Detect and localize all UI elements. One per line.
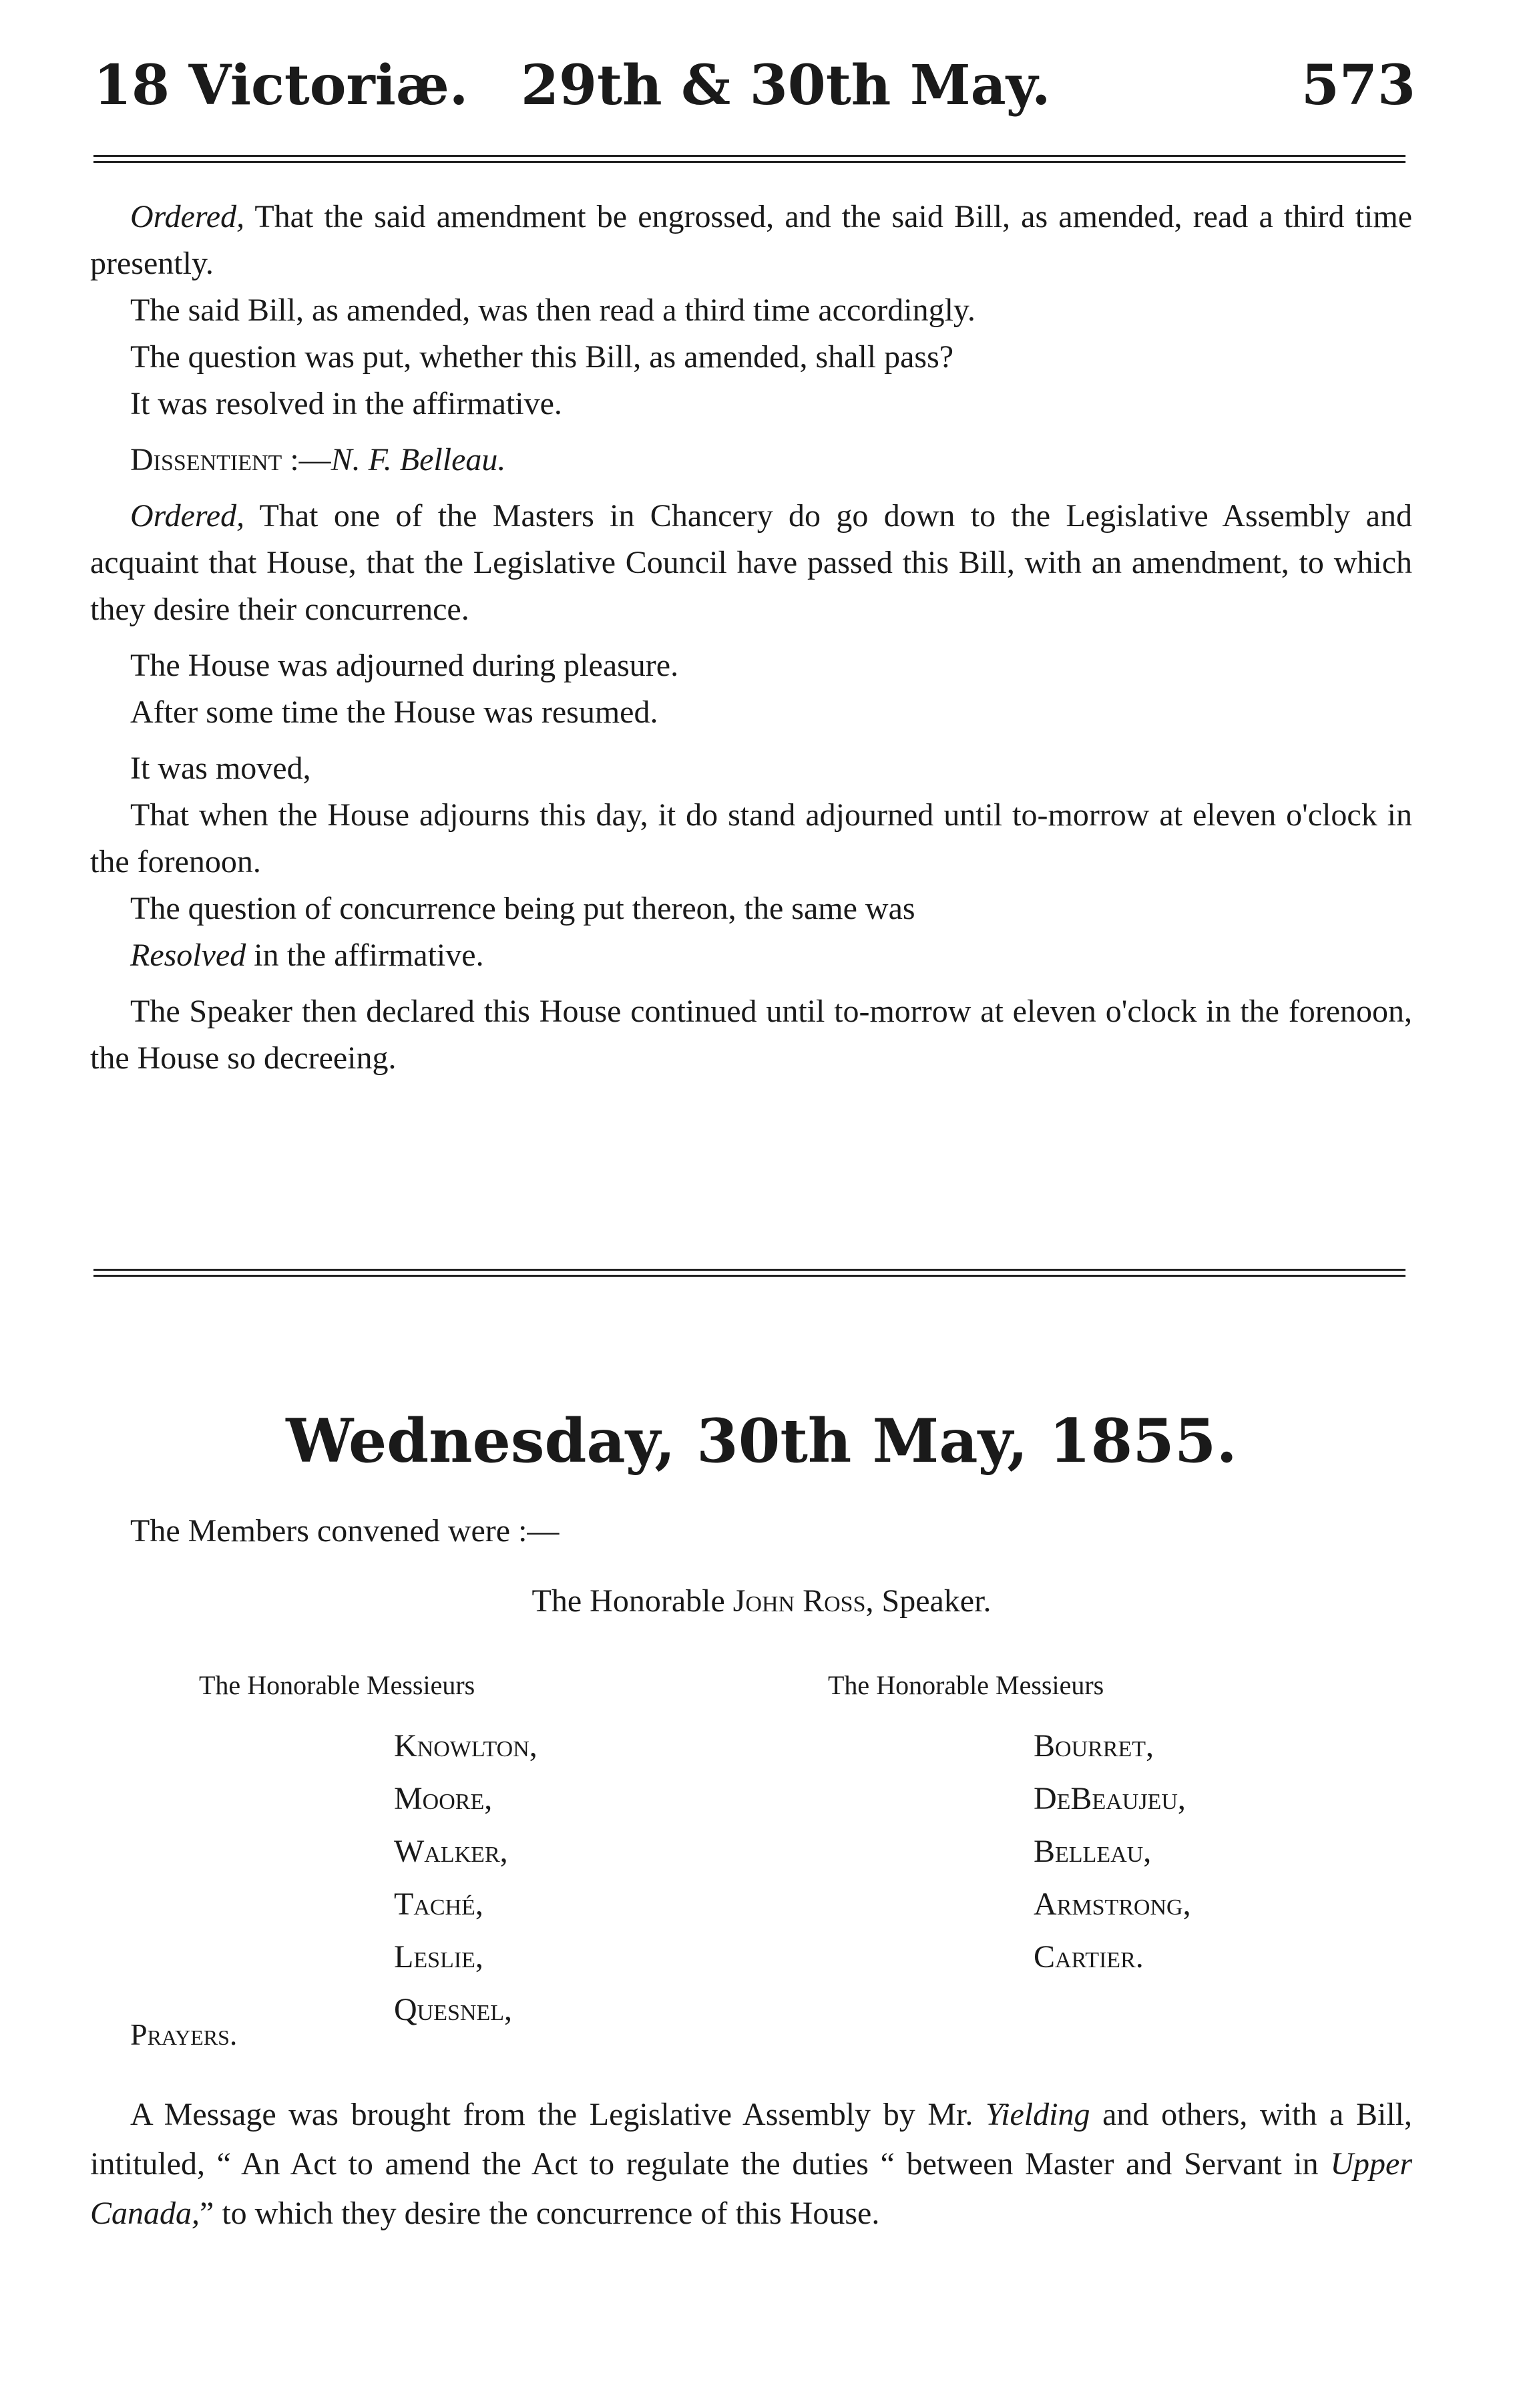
members-list-right — [1034, 1720, 1191, 1983]
paragraph-dissentient: Dissentient :—N. F. Belleau. — [130, 442, 506, 477]
dissentient-label: Dissentient — [130, 442, 282, 477]
member-name: Bourret, — [1034, 1728, 1154, 1764]
proceedings-may-29 — [90, 194, 1412, 1082]
dissentient-name: N. F. Belleau. — [331, 442, 506, 477]
member-name: Moore, — [394, 1781, 493, 1816]
place-name: Upper Canada, — [90, 2146, 1412, 2231]
paragraph-concurrence: The question of concurrence being put thereon, the same was — [130, 891, 915, 926]
paragraph-assembly-message: A Message was brought from the Legislative Assembly by Mr. Yielding and others, with a Bill, intituled, “ An Act to amend the Act to regulate the duties “ between Master and Servant in Upper Canada,” to which they desire the concurrence of this House. — [90, 2097, 1412, 2231]
paragraph-motion: That when the House adjourns this day, it do stand adjourned until to-morrow at eleven o'clock in the forenoon. — [90, 797, 1412, 879]
ordered-label: Ordered, — [130, 498, 245, 534]
member-name: Armstrong, — [1034, 1886, 1191, 1922]
paragraph-ordered-masters: Ordered, That one of the Masters in Chancery do go down to the Legislative Assembly and acquaint that House, that the Legislative Council have passed this Bill, with an amendment, to which they desire their concurrence. — [90, 498, 1412, 627]
paragraph-adjourned-pleasure: The House was adjourned during pleasure. — [130, 648, 679, 683]
member-name: Belleau, — [1034, 1834, 1152, 1869]
paragraph-third-reading: The said Bill, as amended, was then read a third time accordingly. — [130, 292, 975, 328]
members-convened-intro: The Members convened were :— — [130, 1513, 560, 1549]
members-right-heading: The Honorable Messieurs — [828, 1670, 1104, 1700]
members-left-heading: The Honorable Messieurs — [199, 1670, 475, 1700]
paragraph-resolved: It was resolved in the affirmative. — [130, 386, 562, 421]
member-name: DeBeaujeu, — [1034, 1781, 1186, 1816]
regnal-year: 18 Victoriæ. — [93, 53, 469, 118]
header-dates: 29th & 30th May. — [521, 53, 1051, 118]
member-name: Walker, — [394, 1834, 508, 1869]
day-title: Wednesday, 30th May, 1855. — [286, 1406, 1237, 1476]
paragraph-resolved-affirmative: Resolved in the affirmative. — [130, 938, 484, 973]
members-list-left — [394, 1720, 537, 2036]
resolved-label: Resolved — [130, 938, 246, 973]
section-rule — [93, 1269, 1405, 1277]
speaker-line: The Honorable John Ross, Speaker. — [531, 1583, 992, 1619]
page-header — [87, 53, 1416, 127]
messenger-name: Yielding — [986, 2097, 1090, 2132]
paragraph-moved: It was moved, — [130, 751, 311, 786]
speaker-last-name: Ross — [803, 1583, 866, 1619]
paragraph-question-put: The question was put, whether this Bill, as amended, shall pass? — [130, 339, 954, 375]
ordered-label: Ordered, — [130, 199, 245, 234]
paragraph-ordered-engrossed: Ordered, That the said amendment be engrossed, and the said Bill, as amended, read a third time presently. — [90, 199, 1412, 281]
member-name: Leslie, — [394, 1939, 483, 1975]
member-name: Knowlton, — [394, 1728, 537, 1764]
paragraph-speaker-declared: The Speaker then declared this House continued until to-morrow at eleven o'clock in the forenoon, the House so decreeing. — [90, 994, 1412, 1076]
member-name: Cartier. — [1034, 1939, 1144, 1975]
prayers-heading: Prayers. — [130, 2017, 238, 2051]
member-name: Quesnel, — [394, 1992, 512, 2027]
header-rule — [93, 155, 1405, 163]
member-name: Taché, — [394, 1886, 483, 1922]
page-number: 573 — [1301, 53, 1416, 118]
paragraph-resumed: After some time the House was resumed. — [130, 694, 658, 730]
speaker-first-name: John — [732, 1583, 795, 1619]
